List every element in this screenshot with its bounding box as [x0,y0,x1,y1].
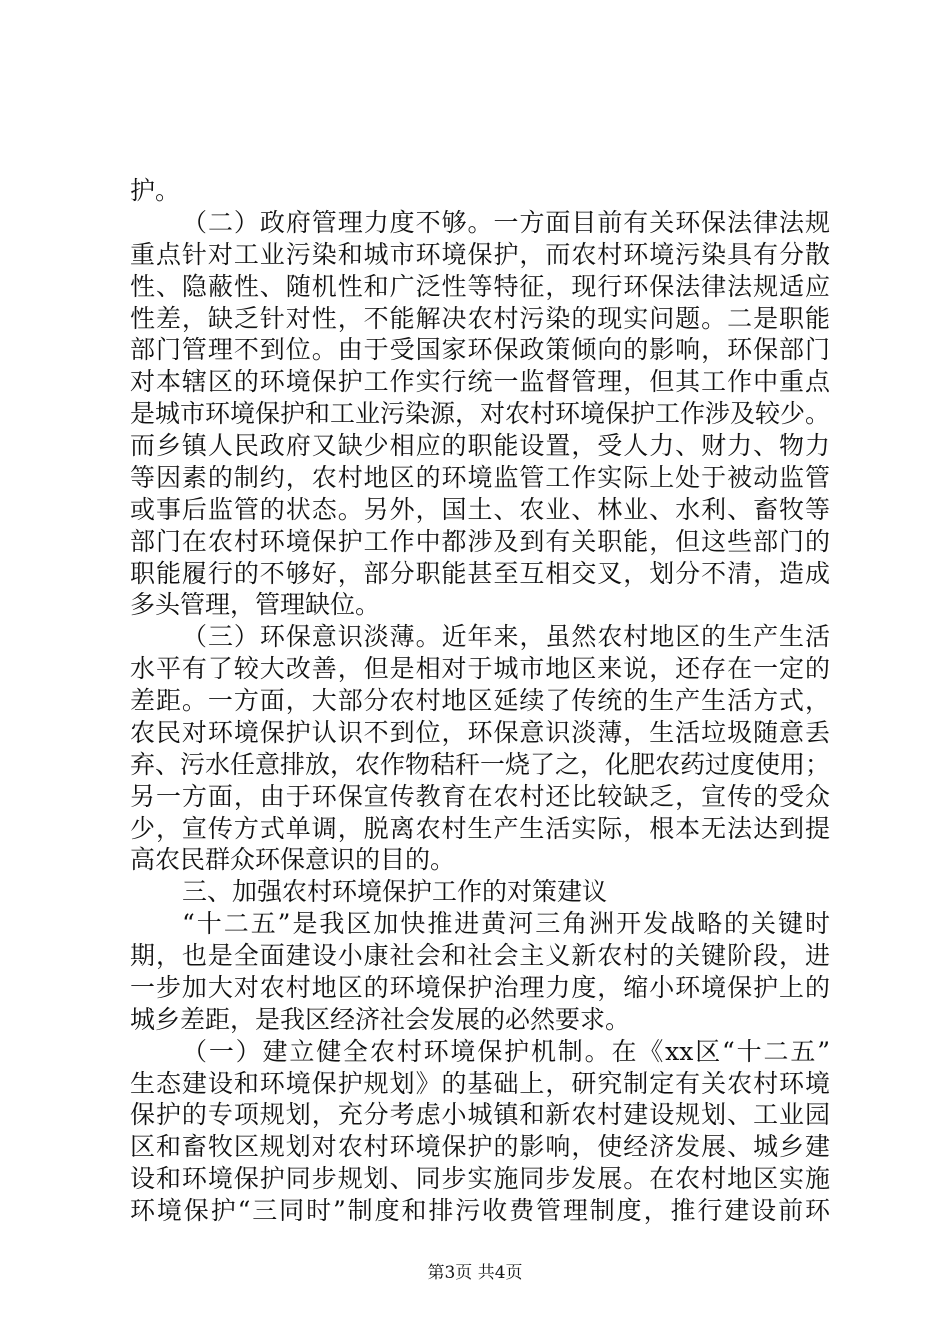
text-line: 等因素的制约，农村地区的环境监管工作实际上处于被动监管 [130,463,830,492]
text-line: 多头管理，管理缺位。 [130,590,381,619]
text-line: 一步加大对农村地区的环境保护治理力度，缩小环境保护上的 [130,973,830,1002]
text-line: 职能履行的不够好，部分职能甚至互相交叉，划分不清，造成 [130,559,830,588]
text-line: 农民对环境保护认识不到位，环保意识淡薄，生活垃圾随意丢 [130,718,830,747]
text-line: 重点针对工业污染和城市环境保护，而农村环境污染具有分散 [130,240,830,269]
text-line: 性、隐蔽性、随机性和广泛性等特征，现行环保法律法规适应 [130,272,830,301]
text-line: 少，宣传方式单调，脱离农村生产生活实际，根本无法达到提 [130,814,830,843]
page-number-footer: 第3页 共4页 [427,1263,523,1283]
section-heading: 三、加强农村环境保护工作的对策建议 [182,877,608,906]
text-line: 区和畜牧区规划对农村环境保护的影响，使经济发展、城乡建 [130,1132,830,1161]
text-line: 差距。一方面，大部分农村地区延续了传统的生产生活方式， [130,686,830,715]
text-line: “十二五”是我区加快推进黄河三角洲开发战略的关键时 [182,909,830,938]
text-line: 城乡差距，是我区经济社会发展的必然要求。 [130,1005,631,1034]
text-line: 而乡镇人民政府又缺少相应的职能设置，受人力、财力、物力 [130,431,830,460]
text-line: 是城市环境保护和工业污染源，对农村环境保护工作涉及较少。 [130,399,831,428]
text-line: 设和环境保护同步规划、同步实施同步发展。在农村地区实施 [130,1164,830,1193]
text-line: 或事后监管的状态。另外，国土、农业、林业、水利、畜牧等 [130,495,830,524]
text-line: 水平有了较大改善，但是相对于城市地区来说，还存在一定的 [130,654,830,683]
text-line: 护。 [130,176,181,205]
text-line: 期，也是全面建设小康社会和社会主义新农村的关键阶段，进 [130,941,830,970]
text-line: 部门在农村环境保护工作中都涉及到有关职能，但这些部门的 [130,527,830,556]
text-line: 高农民群众环保意识的目的。 [130,845,456,874]
text-line: 环境保护“三同时”制度和排污收费管理制度，推行建设前环 [130,1196,830,1225]
text-line: 另一方面，由于环保宣传教育在农村还比较缺乏，宣传的受众 [130,782,830,811]
text-line: 生态建设和环境保护规划》的基础上，研究制定有关农村环境 [130,1069,830,1098]
text-line: （三）环保意识淡薄。近年来，虽然农村地区的生产生活 [182,622,830,651]
text-line: 弃、污水任意排放，农作物秸秆一烧了之，化肥农药过度使用； [130,750,831,779]
text-line: 性差，缺乏针对性，不能解决农村污染的现实问题。二是职能 [130,304,830,333]
text-line: （二）政府管理力度不够。一方面目前有关环保法律法规 [182,208,830,237]
text-line: 保护的专项规划，充分考虑小城镇和新农村建设规划、工业园 [130,1100,830,1129]
text-line: 部门管理不到位。由于受国家环保政策倾向的影响，环保部门 [130,335,830,364]
text-line: 对本辖区的环境保护工作实行统一监督管理，但其工作中重点 [130,367,830,396]
text-line: （一）建立健全农村环境保护机制。在《xx区“十二五” [182,1037,830,1066]
